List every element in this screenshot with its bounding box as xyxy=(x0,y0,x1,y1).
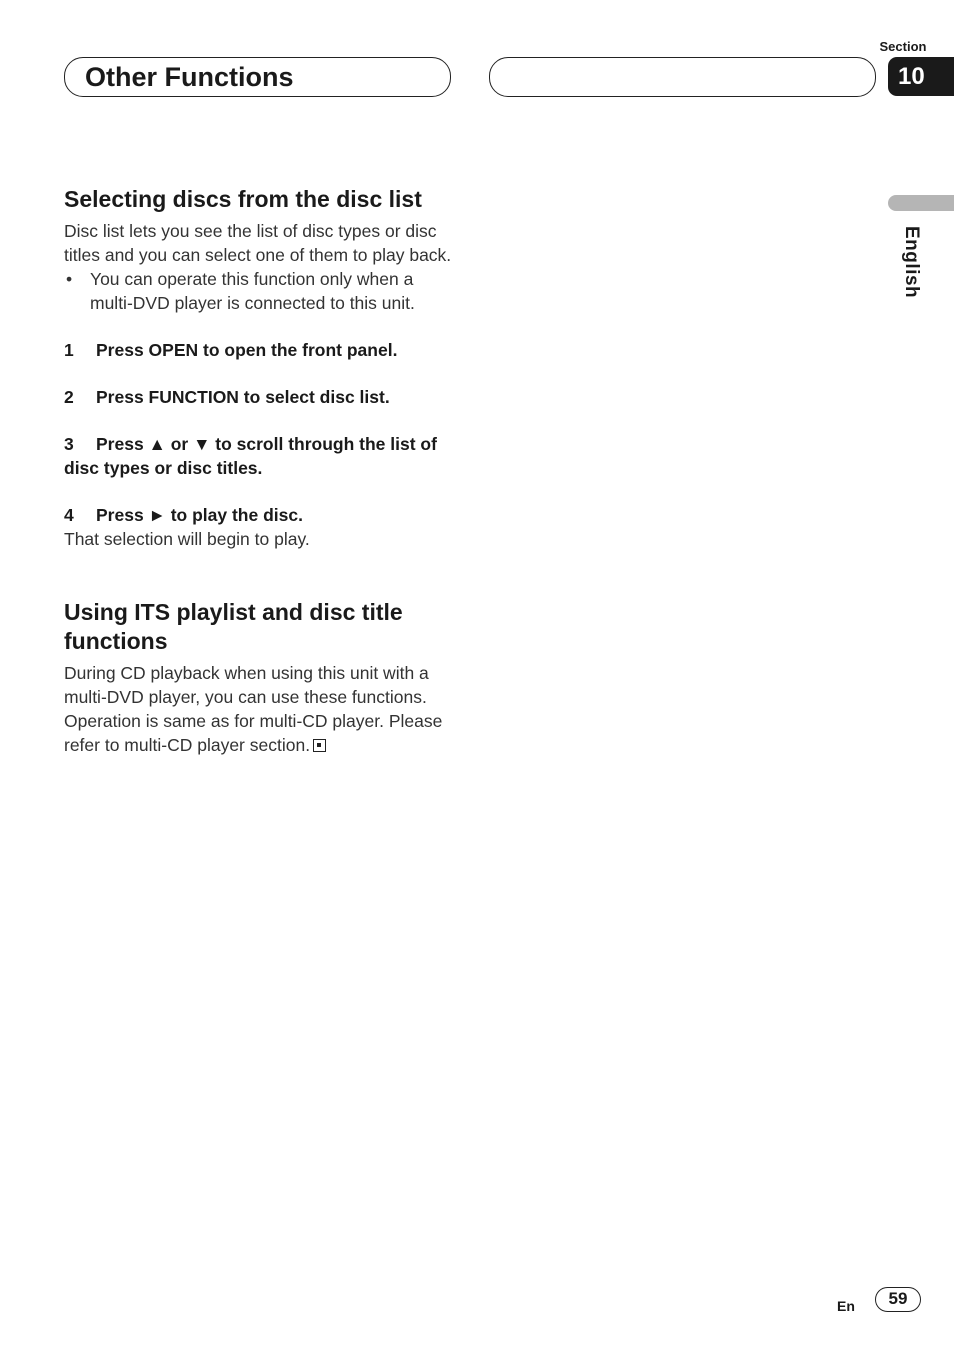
step4-result: That selection will begin to play. xyxy=(64,529,310,549)
stop-square-icon xyxy=(313,739,326,752)
language-label: English xyxy=(901,226,922,299)
footer-language-code: En xyxy=(837,1298,855,1314)
section1-bullet xyxy=(64,267,454,315)
step-number: 2 xyxy=(64,387,74,407)
step-text: Press ► to play the disc. xyxy=(96,505,303,525)
page-number: 59 xyxy=(875,1287,921,1312)
step-number: 3 xyxy=(64,434,74,454)
section2-body-text: During CD playback when using this unit with a multi-DVD player, you can use these functions. Operation is same as for multi-CD player. Please refer to multi-CD player section. xyxy=(64,663,443,755)
step-2 xyxy=(64,385,454,409)
step-text: Press ▲ or ▼ to scroll through the list of disc types or disc titles. xyxy=(64,434,437,478)
chapter-title-frame xyxy=(64,57,451,97)
step-text: Press OPEN to open the front panel. xyxy=(96,340,398,360)
step-number: 1 xyxy=(64,340,74,360)
section2-heading: Using ITS playlist and disc title functions xyxy=(64,599,403,654)
main-content xyxy=(64,185,454,757)
chapter-title: Other Functions xyxy=(85,62,294,92)
bullet-dot-icon: • xyxy=(66,269,73,289)
header-blank-frame xyxy=(489,57,876,97)
section1-intro: Disc list lets you see the list of disc types or disc titles and you can select one of them to play back. xyxy=(64,221,452,265)
section2-body xyxy=(64,661,454,757)
step-1 xyxy=(64,338,454,362)
step-number: 4 xyxy=(64,505,74,525)
bullet-text: You can operate this function only when a multi-DVD player is connected to this unit. xyxy=(90,269,415,313)
language-tab-marker xyxy=(888,195,954,211)
step-3 xyxy=(64,432,454,480)
step-text: Press FUNCTION to select disc list. xyxy=(96,387,390,407)
step-4 xyxy=(64,503,454,527)
section1-heading: Selecting discs from the disc list xyxy=(64,186,422,212)
section-label: Section xyxy=(879,39,927,54)
section-number-tab: 10 xyxy=(888,57,954,96)
